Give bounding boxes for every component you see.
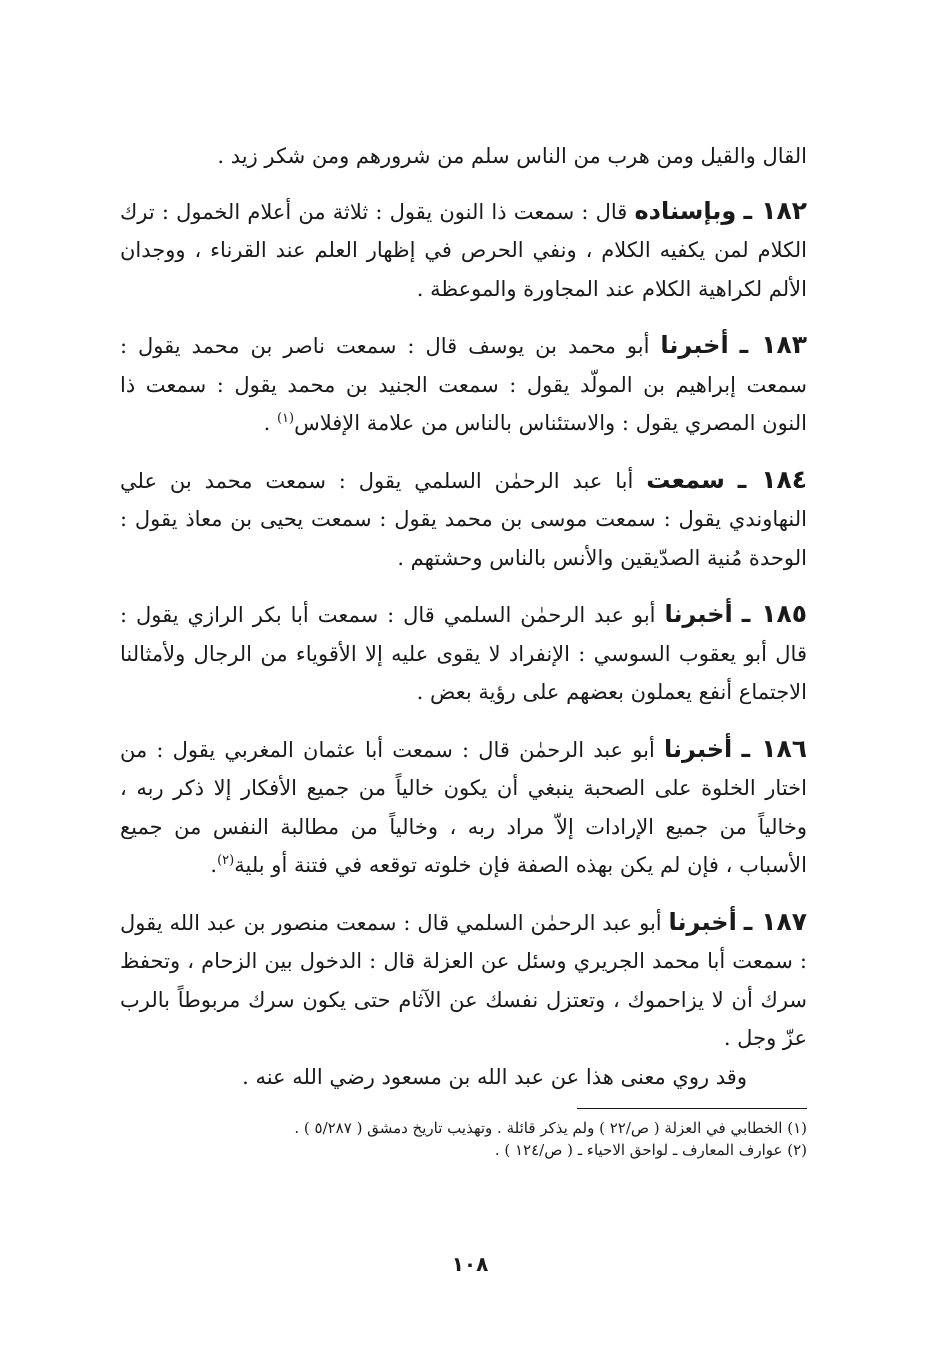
entry-text: أبا عبد الرحمٰن السلمي يقول : سمعت محمد بن علي النهاوندي يقول : سمعت موسى بن محمد يقول : سمعت يحيى بن معاذ يقول : الوحدة مُنية الصدّيقين والأنس بالناس وحشتهم . <box>120 468 807 570</box>
entry-text: أبو عبد الرحمٰن قال : سمعت أبا عثمان المغربي يقول : من اختار الخلوة على الصحبة ينبغي أن يكون خالياً من جميع الأفكار إلا ذكر ربه ، وخالياً من جميع الإرادات إلاّ مراد ربه ، وخالياً من مطالبة النفس من جميع الأسباب ، فإن لم يكن بهذه الصفة فإن خلوته توقعه في فتنة أو بلية <box>120 737 807 877</box>
footnote-reference: (١) <box>276 411 295 426</box>
entry-lead-word: وبإسناده <box>634 196 737 225</box>
entry-lead-word: أخبرنا <box>668 907 737 936</box>
footnote-reference: (٢) <box>217 853 235 868</box>
entry-lead-word: أخبرنا <box>664 734 733 763</box>
entry-183 <box>120 326 807 443</box>
entry-tail: . <box>263 411 277 435</box>
footnote-divider <box>577 1108 807 1109</box>
entry-number: ١٨٧ ـ <box>743 906 807 936</box>
entry-lead-word: سمعت <box>646 465 725 494</box>
footnotes <box>120 1117 807 1161</box>
entry-number: ١٨٥ ـ <box>741 599 807 628</box>
entry-185 <box>120 595 807 712</box>
entry-number: ١٨٤ ـ <box>737 464 807 494</box>
entry-number: ١٨٢ ـ <box>743 195 808 225</box>
entry-lead-word: أخبرنا <box>660 331 729 359</box>
entry-text: أبو عبد الرحمٰن السلمي قال : سمعت منصور بن عبد الله يقول : سمعت أبا محمد الجريري وسئل عن العزلة قال : الدخول بين الزحام ، وتحفظ سرك أن لا يزاحموك ، وتعتزل نفسك عن الآثام حتى يكون سرك مربوطاً بالرب عزّ وجل . <box>120 910 807 1050</box>
opening-paragraph <box>120 137 807 176</box>
entry-182 <box>120 192 807 309</box>
entry-tail: . <box>210 853 218 877</box>
entry-text: أبو محمد بن يوسف قال : سمعت ناصر بن محمد يقول : سمعت إبراهيم بن المولّد يقول : سمعت الجنيد بن محمد يقول : سمعت ذا النون المصري يقول : والاستئناس بالناس من علامة الإفلاس <box>120 334 807 435</box>
entry-lead-word: أخبرنا <box>664 600 733 628</box>
entry-184 <box>120 461 807 578</box>
entry-number: ١٨٦ ـ <box>741 733 808 763</box>
entry-text: أبو عبد الرحمٰن السلمي قال : سمعت أبا بكر الرازي يقول : قال أبو يعقوب السوسي : الإنفراد لا يقوى عليه إلا الأقوياء من الرجال ولأمثالنا الاجتماع أنفع يعملون بعضهم على رؤية بعض . <box>120 603 807 704</box>
footnote-1: (١) الخطابي في العزلة ( ص/٢٢ ) ولم يذكر قائلة . وتهذيب تاريخ دمشق ( ٥/٢٨٧ ) . <box>294 1119 807 1137</box>
closing-line: وقد روي معنى هذا عن عبد الله بن مسعود رضي الله عنه . <box>242 1064 747 1089</box>
entry-187 <box>120 903 807 1097</box>
opening-text: القال والقيل ومن هرب من الناس سلم من شرورهم ومن شكر زيد . <box>217 144 807 168</box>
entry-186 <box>120 730 807 885</box>
footnote-2: (٢) عوارف المعارف ـ لواحق الاحياء ـ ( ص/١٢٤ ) . <box>494 1141 807 1159</box>
page-number: ١٠٨ <box>451 1252 489 1276</box>
entry-number: ١٨٣ ـ <box>739 330 807 359</box>
main-text <box>120 137 807 1096</box>
entry-text: قال : سمعت ذا النون يقول : ثلاثة من أعلام الخمول : ترك الكلام لمن يكفيه الكلام ، ونفي الحرص في إظهار العلم عند القرناء ، ووجدان الألم لكراهية الكلام عند المجاورة والموعظة . <box>120 199 807 301</box>
